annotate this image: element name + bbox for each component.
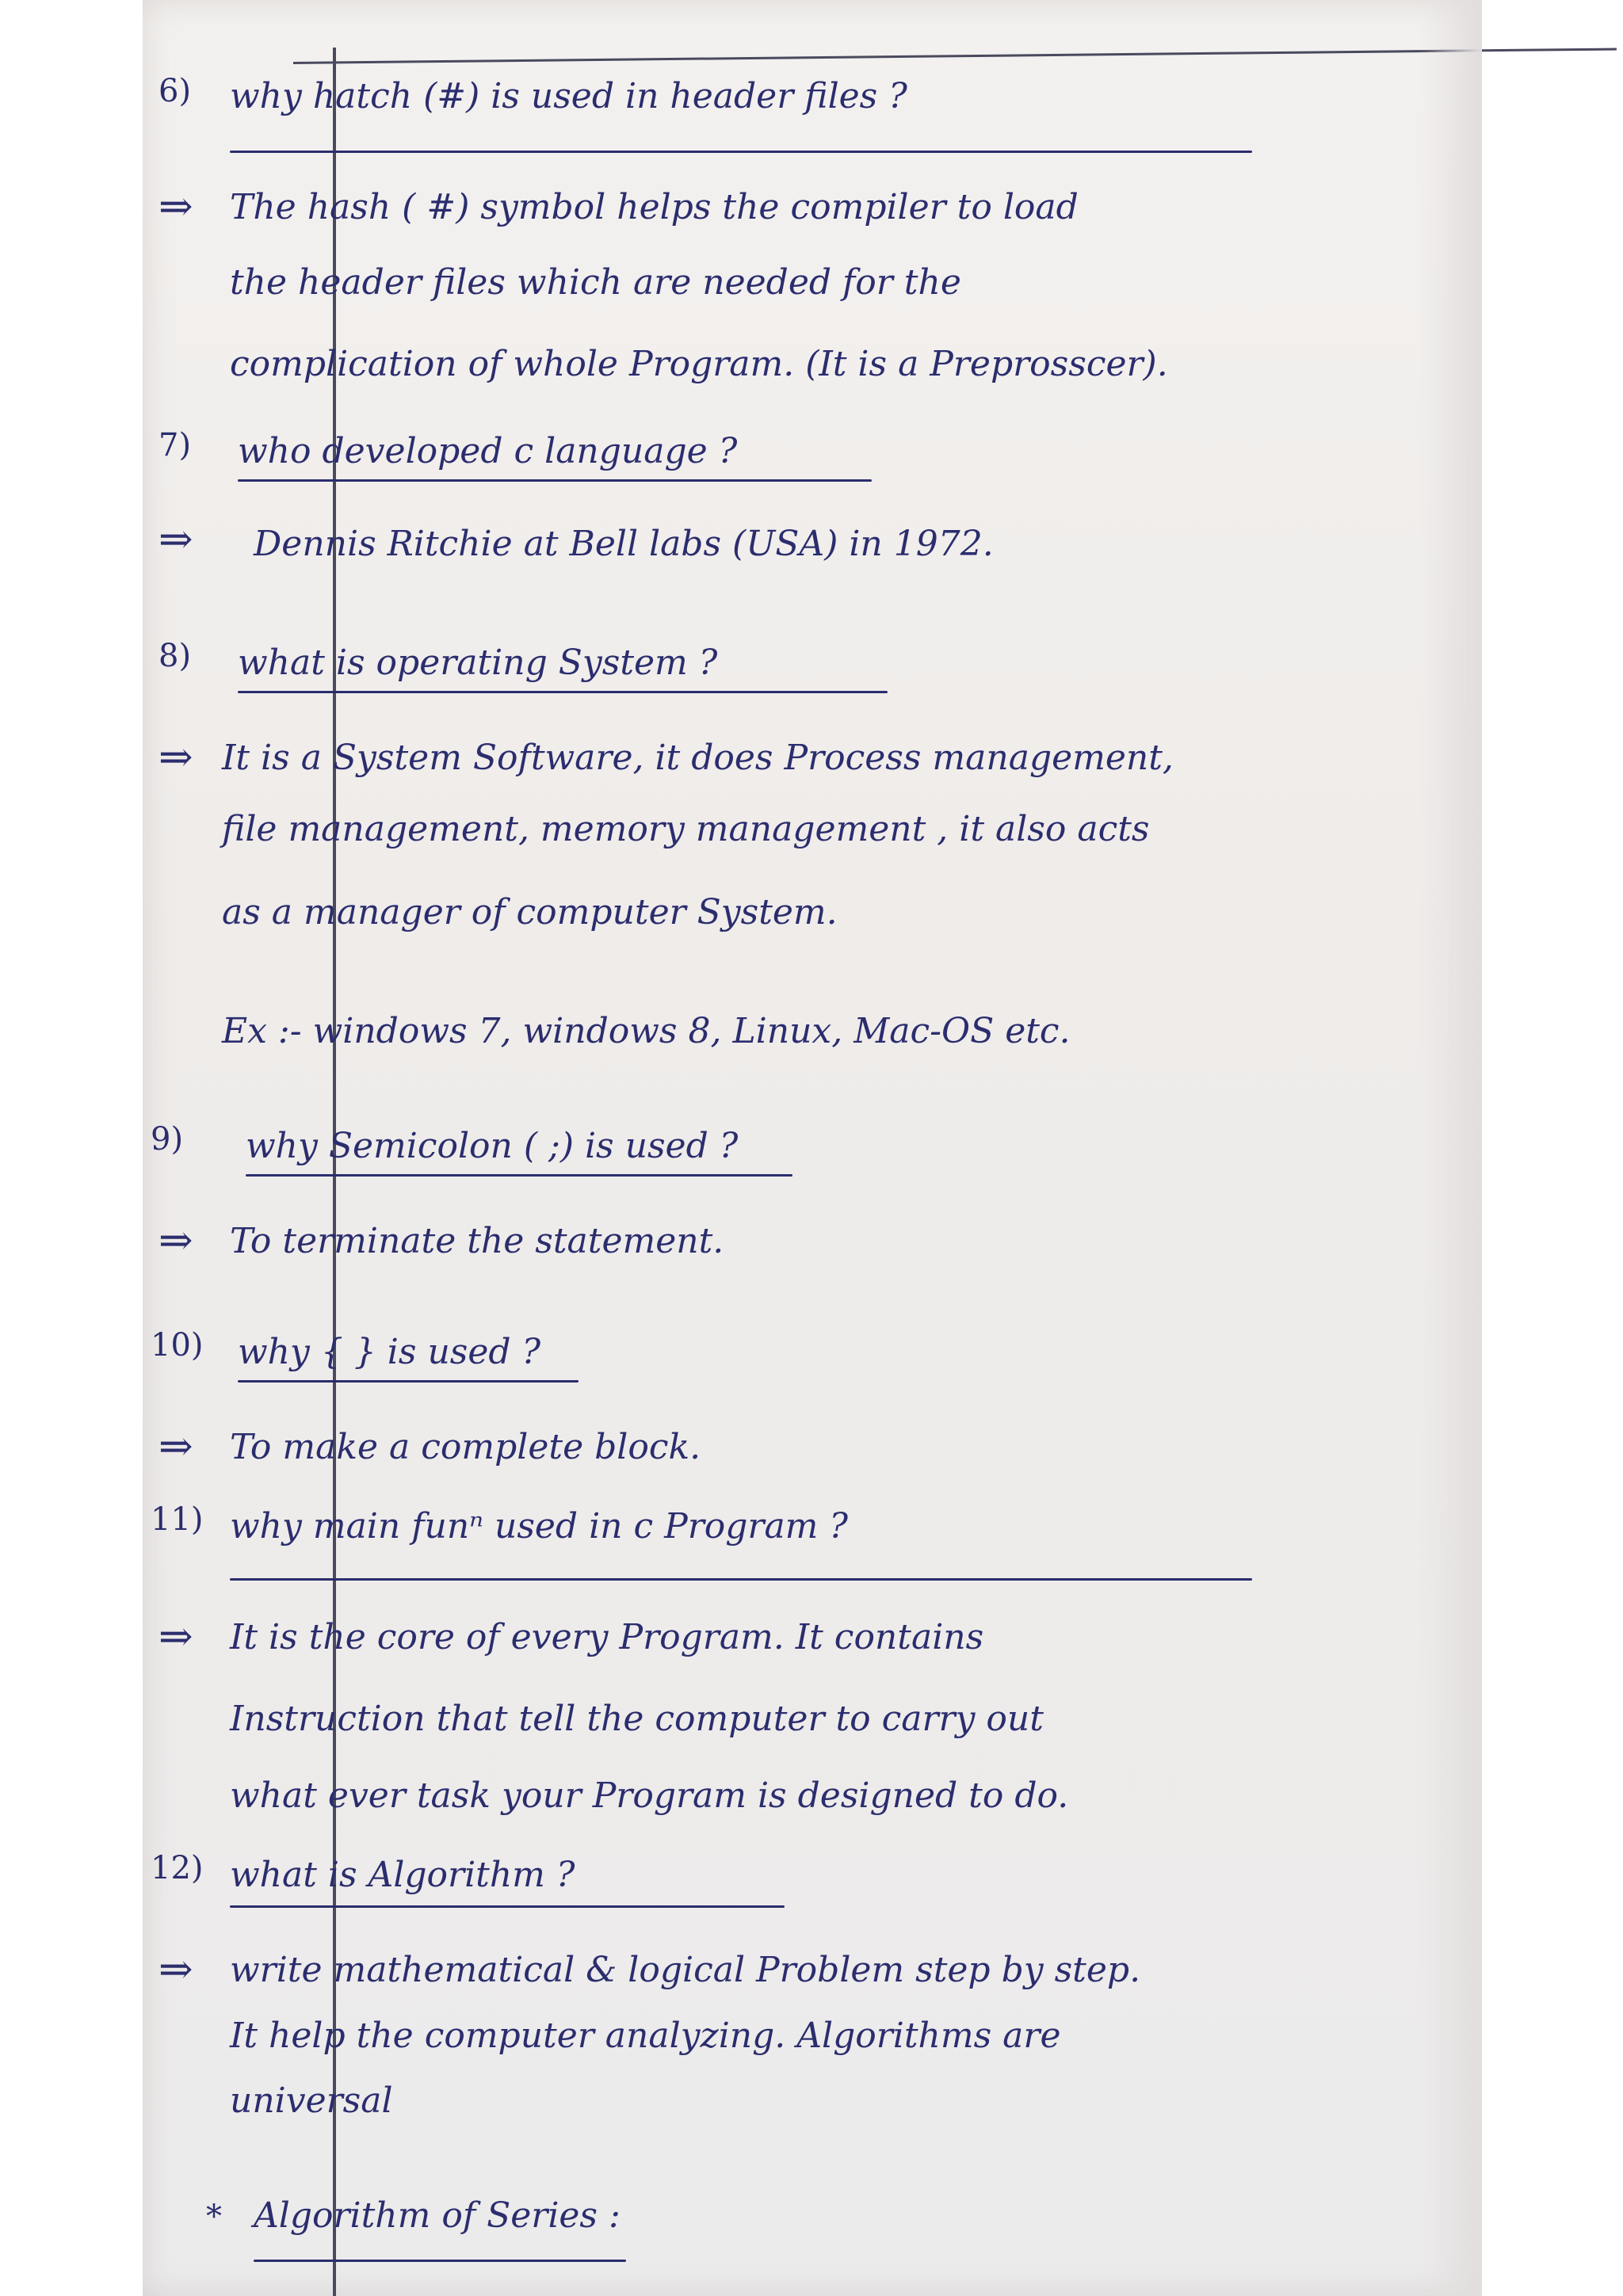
question-text: who developed c language ? <box>238 431 738 471</box>
answer-arrow-icon: ⇒ <box>158 183 193 231</box>
answer-line: The hash ( #) symbol helps the compiler to load <box>230 187 1079 227</box>
answer-line: It help the computer analyzing. Algorithms are <box>230 2016 1061 2056</box>
section-heading-underline <box>254 2260 626 2262</box>
answer-line: write mathematical & logical Problem step by step. <box>230 1950 1141 1990</box>
question-number: 8) <box>158 638 192 674</box>
example-line: Ex :- windows 7, windows 8, Linux, Mac-OS etc. <box>222 1011 1071 1051</box>
question-underline <box>230 1905 785 1908</box>
question-number: 11) <box>151 1501 204 1538</box>
answer-line: complication of whole Program. (It is a Preprosscer). <box>230 344 1168 384</box>
answer-line: To make a complete block. <box>230 1427 701 1467</box>
answer-arrow-icon: ⇒ <box>158 1217 193 1264</box>
question-underline <box>238 479 872 482</box>
question-underline <box>230 151 1252 153</box>
question-text: why main funⁿ used in c Program ? <box>230 1506 848 1547</box>
question-underline <box>246 1174 792 1177</box>
question-number: 6) <box>158 73 192 109</box>
answer-line: file management, memory management , it also acts <box>222 809 1150 849</box>
answer-line: the header files which are needed for the <box>230 262 961 303</box>
answer-line: what ever task your Program is designed to do. <box>230 1775 1069 1816</box>
answer-line: It is the core of every Program. It contains <box>230 1617 984 1657</box>
answer-arrow-icon: ⇒ <box>158 1946 193 1993</box>
answer-line: as a manager of computer System. <box>222 892 838 933</box>
top-rule <box>293 48 1617 64</box>
answer-arrow-icon: ⇒ <box>158 1423 193 1470</box>
answer-arrow-icon: ⇒ <box>158 1613 193 1661</box>
question-text: what is Algorithm ? <box>230 1855 575 1895</box>
answer-line: To terminate the statement. <box>230 1221 724 1261</box>
bullet-star: * <box>206 2199 222 2235</box>
question-text: what is operating System ? <box>238 643 718 683</box>
question-text: why Semicolon ( ;) is used ? <box>246 1126 739 1166</box>
question-number: 10) <box>151 1327 204 1363</box>
answer-line: universal <box>230 2081 393 2121</box>
question-underline <box>238 1380 579 1383</box>
question-underline <box>230 1578 1252 1581</box>
answer-line: Dennis Ritchie at Bell labs (USA) in 1972. <box>254 524 994 564</box>
question-number: 7) <box>158 427 192 463</box>
answer-line: It is a System Software, it does Process management, <box>222 738 1174 778</box>
notebook-page <box>143 0 1482 2296</box>
answer-arrow-icon: ⇒ <box>158 516 193 563</box>
answer-line: Instruction that tell the computer to carry out <box>230 1699 1044 1739</box>
question-text: why { } is used ? <box>238 1332 541 1372</box>
question-number: 9) <box>151 1121 184 1158</box>
question-text: why hatch (#) is used in header files ? <box>230 76 907 116</box>
question-number: 12) <box>151 1850 204 1886</box>
answer-arrow-icon: ⇒ <box>158 734 193 781</box>
question-underline <box>238 691 888 693</box>
section-heading: Algorithm of Series : <box>254 2195 621 2236</box>
